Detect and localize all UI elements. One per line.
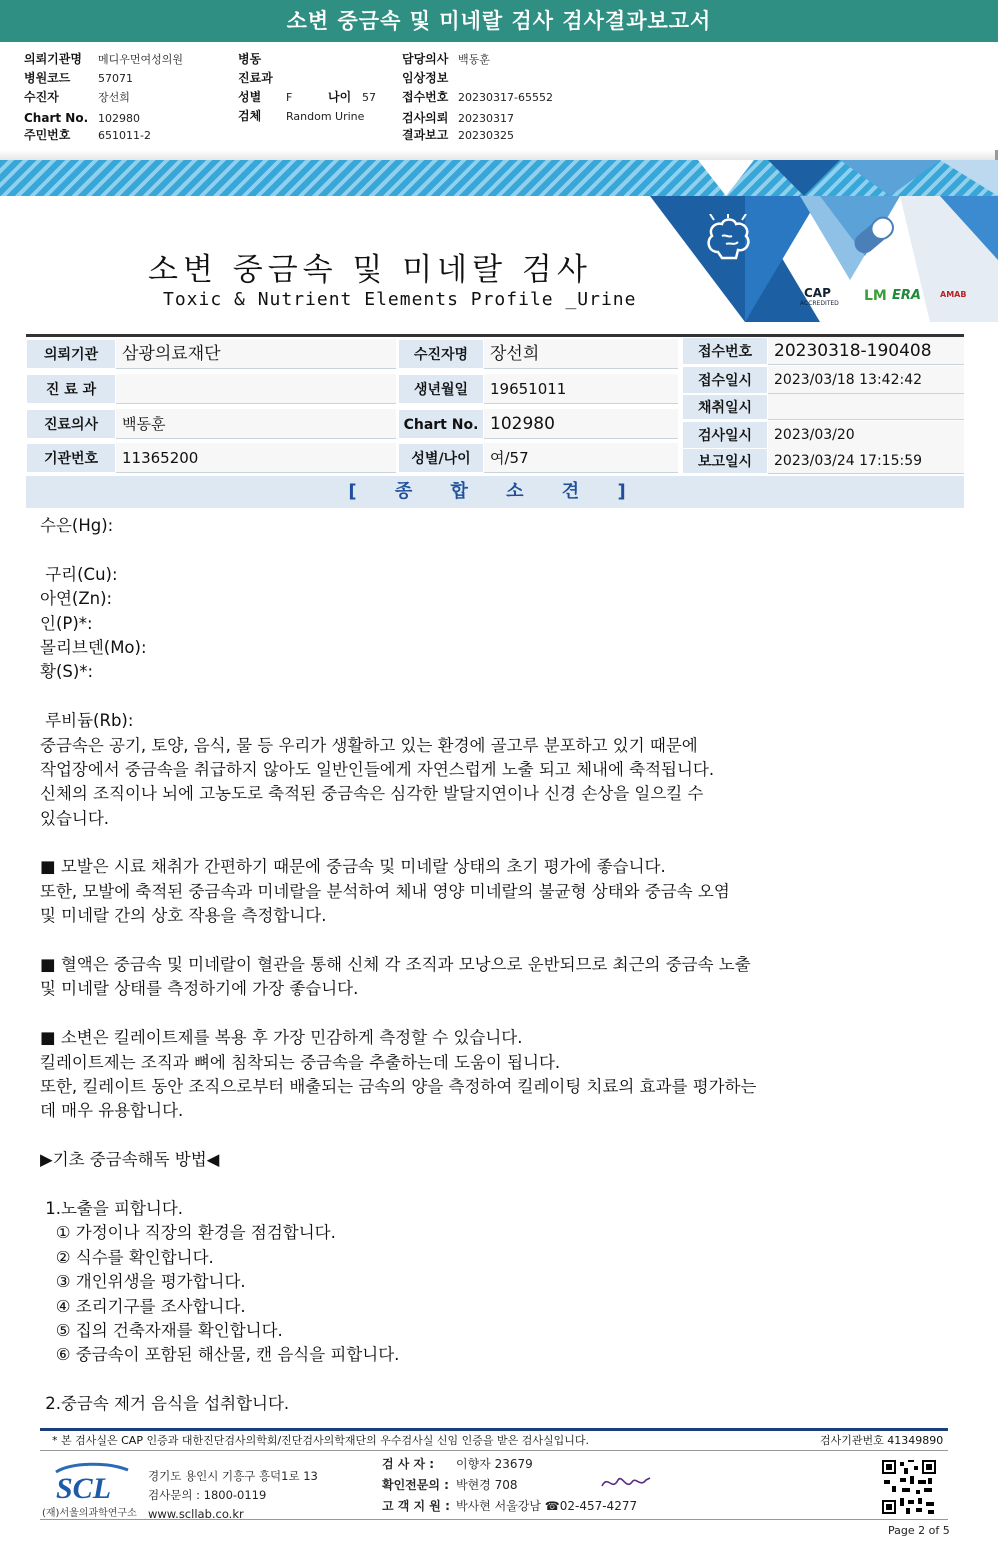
- summary-line: [40, 1124, 960, 1148]
- header-row: [24, 50, 183, 68]
- info-label: 보고일시: [682, 448, 768, 474]
- summary-line: 루비듐(Rb):: [40, 711, 134, 731]
- header-label: 검체: [238, 109, 262, 123]
- header-label: 병원코드: [24, 71, 71, 85]
- summary-line: 있습니다.: [40, 808, 110, 828]
- header-row: [24, 88, 130, 106]
- header-row: [238, 88, 292, 106]
- info-value: 백동훈: [116, 409, 396, 439]
- header-value: 651011-2: [98, 129, 151, 142]
- summary-line: 2.중금속 제거 음식을 섭취합니다.: [40, 1394, 290, 1414]
- info-label: Chart No.: [398, 409, 484, 439]
- signature: [600, 1472, 652, 1498]
- summary-line: ⑤ 집의 건축자재를 확인합니다.: [40, 1320, 283, 1340]
- header-row: [402, 50, 490, 68]
- summary-line: [40, 538, 960, 562]
- info-label: 성별/나이: [398, 443, 484, 473]
- staff-row: [382, 1475, 637, 1496]
- lab-name: (재)서울의과학연구소: [42, 1508, 137, 1519]
- header-value: 102980: [98, 112, 140, 125]
- summary-line: 작업장에서 중금속을 취급하지 않아도 일반인들에게 자연스럽게 노출 되고 체내에 축적됩니다.: [40, 759, 715, 779]
- info-value: 20230318-190408: [768, 337, 964, 365]
- header-label: 주민번호: [24, 128, 71, 142]
- header-row: [238, 69, 286, 87]
- lab-website[interactable]: www.scllab.co.kr: [148, 1507, 244, 1521]
- summary-line: 수은(Hg):: [40, 516, 114, 535]
- footer-rule: [40, 1428, 948, 1431]
- staff-row: [382, 1496, 637, 1517]
- staff-role: 검 사 자 :: [382, 1457, 435, 1471]
- lm-badge: LM: [864, 288, 887, 304]
- staff-name: 박현경 708: [456, 1478, 518, 1492]
- header-row: [402, 109, 514, 127]
- summary-line: 몰리브덴(Mo):: [40, 637, 147, 657]
- header-row: [402, 69, 458, 87]
- header-label: 진료과: [238, 71, 273, 85]
- scl-logo: [52, 1462, 132, 1502]
- info-label: 채취일시: [682, 394, 768, 420]
- staff-role: 확인전문의 :: [382, 1478, 449, 1492]
- staff-name: 박사현 서울강남 ☎02-457-4277: [456, 1499, 638, 1513]
- header-label: 병동: [238, 52, 262, 66]
- info-value: 2023/03/24 17:15:59: [768, 448, 964, 474]
- summary-line: 구리(Cu):: [40, 564, 118, 584]
- summary-line: 황(S)*:: [40, 662, 94, 682]
- summary-line: ① 가정이나 직장의 환경을 점검합니다.: [40, 1223, 336, 1243]
- info-label: 의뢰기관: [26, 339, 116, 369]
- report-banner-title: 소변 중금속 및 미네랄 검사 검사결과보고서: [0, 0, 998, 42]
- era-badge: ERA: [892, 288, 921, 303]
- header-row: [24, 109, 140, 127]
- certification-badges: [800, 286, 996, 316]
- staff-list: [382, 1454, 637, 1517]
- summary-line: [40, 831, 960, 855]
- header-value: F: [286, 91, 293, 104]
- info-label: 기관번호: [26, 443, 116, 473]
- summary-line: ② 식수를 확인합니다.: [40, 1247, 214, 1267]
- lab-contact: [148, 1467, 318, 1524]
- summary-line: ⑥ 중금속이 포함된 해산물, 캔 음식을 피합니다.: [40, 1345, 400, 1365]
- header-row: [24, 126, 151, 144]
- header-row: [24, 69, 133, 87]
- summary-line: 데 매우 유용합니다.: [40, 1101, 184, 1121]
- lab-org-number: 검사기관번호 41349890: [820, 1434, 944, 1447]
- scl-logo-text: SCL: [56, 1472, 112, 1502]
- accreditation-note: * 본 검사실은 CAP 인증과 대한진단검사의학회/진단검사의학재단의 우수검사실 신임 인증을 받은 검사실입니다.: [52, 1434, 590, 1447]
- lab-address: 경기도 용인시 기흥구 흥덕1로 13: [148, 1469, 318, 1483]
- summary-line: ▶기초 중금속해독 방법◀: [40, 1150, 220, 1170]
- summary-line: [40, 1002, 960, 1026]
- info-value: 19651011: [484, 374, 678, 404]
- header-row: [402, 88, 553, 106]
- cap-badge-sub: ACCREDITED: [800, 300, 839, 307]
- info-label: 검사일시: [682, 421, 768, 449]
- summary-line: 및 미네랄 상태를 측정하기에 가장 좋습니다.: [40, 979, 359, 999]
- summary-line: 아연(Zn):: [40, 589, 113, 609]
- header-value: 20230317: [458, 112, 514, 125]
- report-title: 소변 중금속 및 미네랄 검사: [148, 252, 592, 288]
- header-row: [402, 126, 514, 144]
- header-value: 메디우먼여성의원: [98, 53, 184, 66]
- header-value: 백동훈: [458, 53, 490, 66]
- header-info: [0, 42, 998, 162]
- staff-role: 고 객 지 원 :: [382, 1499, 450, 1513]
- info-label: 접수일시: [682, 366, 768, 394]
- info-label: 진료의사: [26, 409, 116, 439]
- header-label: 임상정보: [402, 71, 449, 85]
- staff-row: [382, 1454, 637, 1475]
- header-label: 결과보고: [402, 128, 449, 142]
- header-value: 57: [362, 91, 376, 104]
- amab-badge: AMAB: [940, 290, 967, 299]
- header-label: Chart No.: [24, 111, 89, 125]
- summary-line: ■ 모발은 시료 채취가 간편하기 때문에 중금속 및 미네랄 상태의 초기 평가에 좋습니다.: [40, 857, 666, 877]
- summary-line: ■ 소변은 킬레이트제를 복용 후 가장 민감하게 측정할 수 있습니다.: [40, 1028, 523, 1048]
- header-label: 검사의뢰: [402, 111, 449, 125]
- summary-line: ■ 혈액은 중금속 및 미네랄이 혈관을 통해 신체 각 조직과 모낭으로 운반되므로 최근의 중금속 노출: [40, 955, 751, 975]
- info-value: [768, 394, 964, 420]
- summary-line: 또한, 킬레이트 동안 조직으로부터 배출되는 금속의 양을 측정하여 킬레이팅 치료의 효과를 평가하는: [40, 1076, 757, 1096]
- header-value: 장선희: [98, 91, 130, 104]
- summary-line: [40, 685, 960, 709]
- summary-line: 신체의 조직이나 뇌에 고농도로 축적된 중금속은 심각한 발달지연이나 신경 손상을 일으킬 수: [40, 784, 704, 804]
- info-value: 삼광의료재단: [116, 339, 396, 369]
- cap-badge: CAP: [804, 286, 831, 300]
- info-label: 진 료 과: [26, 374, 116, 404]
- info-value: 11365200: [116, 443, 396, 473]
- info-value: 2023/03/20: [768, 421, 964, 449]
- header-label: 나이: [328, 90, 352, 104]
- header-row: [238, 107, 364, 125]
- summary-body: [40, 514, 960, 1416]
- qr-code: [880, 1458, 938, 1516]
- summary-header: [ 종 합 소 견 ]: [26, 476, 964, 508]
- header-row: [328, 88, 376, 106]
- brain-icon: [700, 214, 756, 264]
- capsule-icon: [846, 210, 900, 262]
- summary-line: 또한, 모발에 축적된 중금속과 미네랄을 분석하여 체내 영양 미네랄의 불균형 상태와 중금속 오염: [40, 881, 730, 901]
- header-value: 57071: [98, 72, 133, 85]
- summary-line: [40, 1173, 960, 1197]
- summary-line: ③ 개인위생을 평가합니다.: [40, 1272, 246, 1292]
- header-value: 20230325: [458, 129, 514, 142]
- info-label: 수진자명: [398, 339, 484, 369]
- summary-line: 중금속은 공기, 토양, 음식, 물 등 우리가 생활하고 있는 환경에 골고루 분포하고 있기 때문에: [40, 735, 698, 755]
- info-value: 장선희: [484, 339, 678, 369]
- header-label: 성별: [238, 90, 262, 104]
- summary-line: [40, 1368, 960, 1392]
- info-value: 102980: [484, 409, 678, 439]
- summary-line: 킬레이트제는 조직과 뼈에 침착되는 중금속을 추출하는데 도움이 됩니다.: [40, 1052, 561, 1072]
- report-subtitle: Toxic & Nutrient Elements Profile _Urine: [163, 289, 637, 310]
- header-value: 20230317-65552: [458, 91, 553, 104]
- lab-phone: 검사문의 : 1800-0119: [148, 1488, 267, 1502]
- header-divider: [0, 150, 998, 160]
- info-label: 생년월일: [398, 374, 484, 404]
- header-label: 담당의사: [402, 52, 449, 66]
- header-row: [238, 50, 286, 68]
- info-value: 여/57: [484, 443, 678, 473]
- header-label: 수진자: [24, 90, 59, 104]
- page-number: Page 2 of 5: [888, 1524, 950, 1537]
- staff-name: 이향자 23679: [456, 1457, 533, 1471]
- summary-line: ④ 조리기구를 조사합니다.: [40, 1296, 246, 1316]
- header-label: 의뢰기관명: [24, 52, 82, 66]
- summary-line: [40, 929, 960, 953]
- header-label: 접수번호: [402, 90, 449, 104]
- info-label: 접수번호: [682, 337, 768, 365]
- summary-line: 인(P)*:: [40, 613, 93, 633]
- header-value: Random Urine: [286, 110, 365, 123]
- summary-line: 1.노출을 피합니다.: [40, 1198, 184, 1218]
- info-value: [116, 374, 396, 404]
- info-value: 2023/03/18 13:42:42: [768, 366, 964, 394]
- summary-line: 및 미네랄 간의 상호 작용을 측정합니다.: [40, 906, 327, 926]
